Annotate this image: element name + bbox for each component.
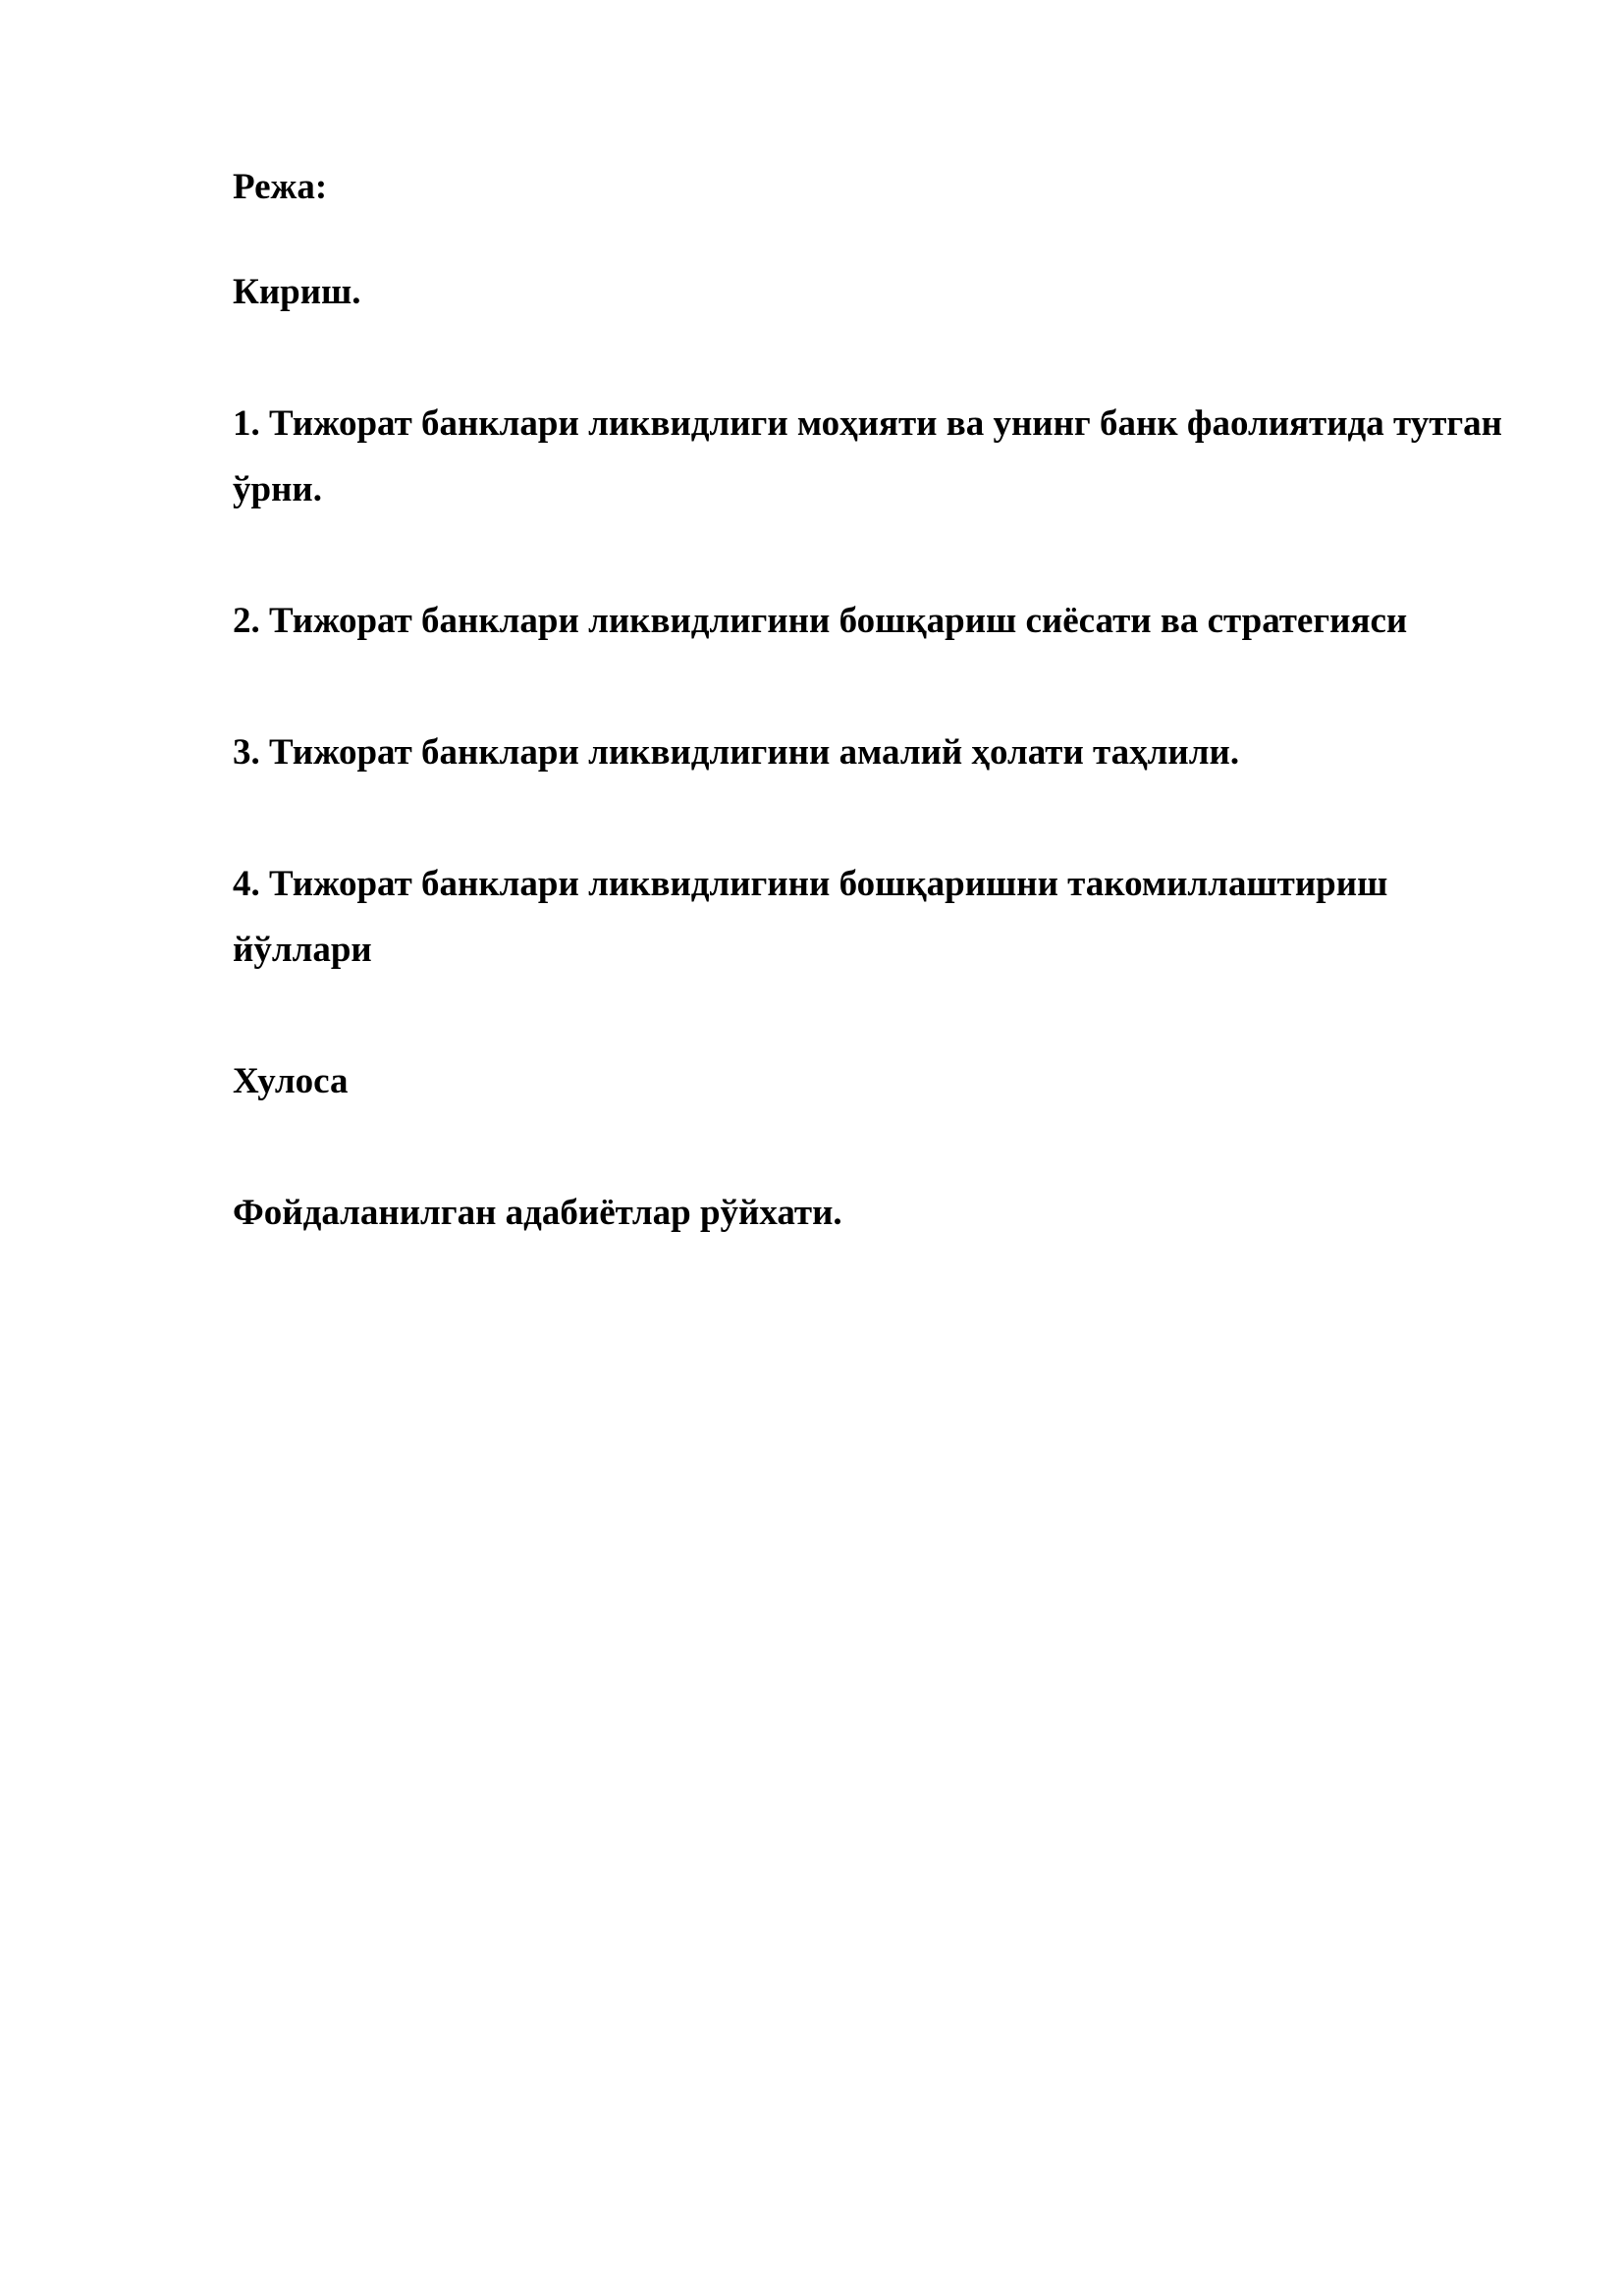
intro-item: Кириш. bbox=[233, 272, 361, 312]
references-item: Фойдаланилган адабиётлар рўйхати. bbox=[233, 1193, 842, 1233]
plan-item-3: 3. Тижорат банклари ликвидлигини амалий ҳолати таҳлили. bbox=[233, 732, 1240, 773]
plan-item-1: 1. Тижорат банклари ликвидлиги моҳияти ва унинг банк фаолиятида тутган ўрни. bbox=[233, 403, 1502, 509]
plan-heading: Режа: bbox=[233, 167, 328, 207]
plan-content bbox=[233, 154, 1509, 1246]
plan-item-4: 4. Тижорат банклари ликвидлигини бошқаришни такомиллаштириш йўллари bbox=[233, 864, 1388, 970]
plan-item-2: 2. Тижорат банклари ликвидлигини бошқариш сиёсати ва стратегияси bbox=[233, 601, 1408, 641]
conclusion-item: Хулоса bbox=[233, 1061, 349, 1101]
